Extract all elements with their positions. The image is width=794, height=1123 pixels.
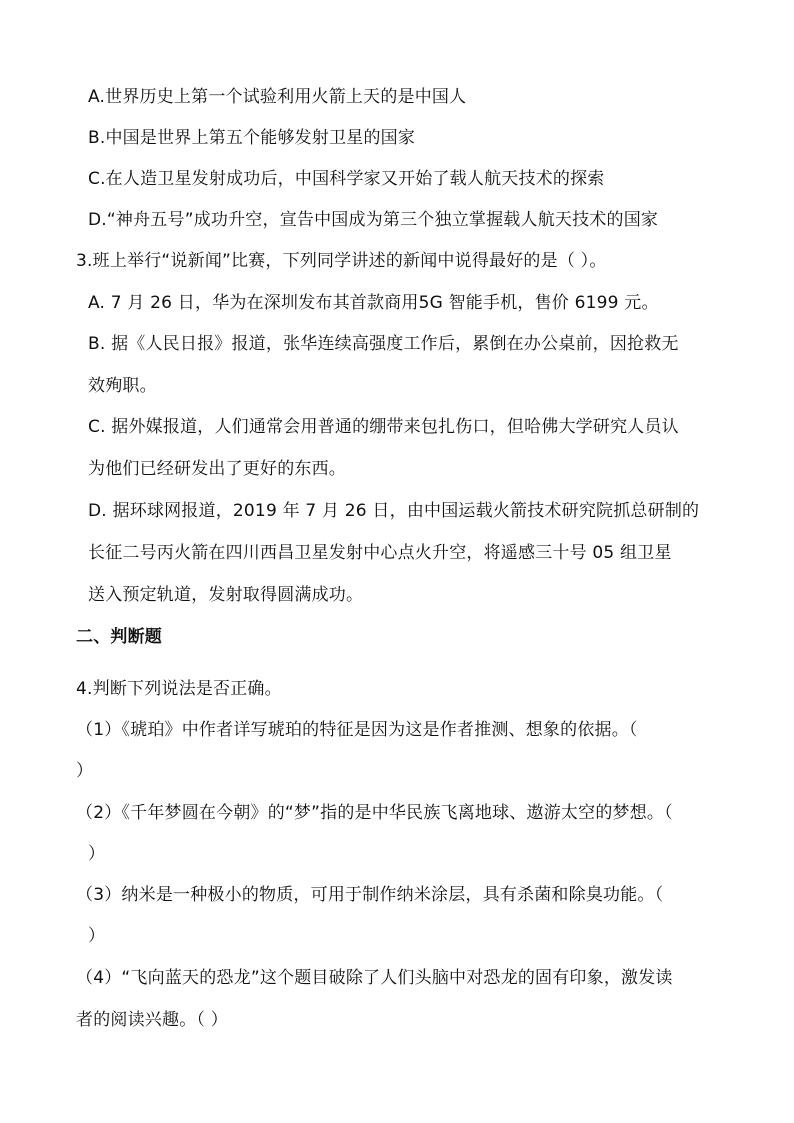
option-q3-c-line-1: C. 据外媒报道，人们通常会用普通的绷带来包扎伤口，但哈佛大学研究人员认 [88,417,679,437]
statement-4-4: （4）“飞向蓝天的恐龙”这个题目破除了人们头脑中对恐龙的固有印象，激发读 [76,968,673,988]
option-q2-d: D.“神舟五号”成功升空，宣告中国成为第三个独立掌握载人航天技术的国家 [88,210,659,230]
option-q2-c: C.在人造卫星发射成功后，中国科学家又开始了载人航天技术的探索 [88,169,605,189]
option-q2-b: B.中国是世界上第五个能够发射卫星的国家 [88,128,416,148]
question-4-stem: 4.判断下列说法是否正确。 [76,679,282,699]
statement-4-3-blank: ） [88,926,106,946]
option-q3-d-line-1: D. 据环球网报道，2019 年 7 月 26 日，由中国运载火箭技术研究院抓总研制的 [88,501,700,521]
option-q3-d-line-3: 送入预定轨道，发射取得圆满成功。 [88,585,364,605]
option-q2-a: A.世界历史上第一个试验利用火箭上天的是中国人 [88,87,467,107]
option-q3-b-line-1: B. 据《人民日报》报道，张华连续高强度工作后，累倒在办公桌前，因抢救无 [88,334,679,354]
option-q3-c-line-2: 为他们已经研发出了更好的东西。 [88,459,346,479]
statement-4-2-blank: ） [88,844,106,864]
option-q3-d-line-2: 长征二号丙火箭在四川西昌卫星发射中心点火升空，将遥感三十号 05 组卫星 [88,543,672,563]
option-q3-b-line-2: 效殉职。 [88,376,157,396]
statement-4-4-continuation: 者的阅读兴趣。（ ） [76,1010,228,1030]
statement-4-1: （1）《琥珀》中作者详写琥珀的特征是因为这是作者推测、想象的依据。（ [76,720,638,740]
statement-4-1-blank: ） [76,761,94,781]
statement-4-3: （3）纳米是一种极小的物质，可用于制作纳米涂层，具有杀菌和除臭功能。（ [76,885,664,905]
section-heading-judgement: 二、判断题 [76,627,162,647]
option-q3-a: A. 7 月 26 日，华为在深圳发布其首款商用5G 智能手机，售价 6199 元。 [88,293,659,313]
statement-4-2: （2）《千年梦圆在今朝》的“梦”指的是中华民族飞离地球、遨游太空的梦想。（ [76,803,673,823]
question-3-stem: 3.班上举行“说新闻”比赛，下列同学讲述的新闻中说得最好的是（ ）。 [76,251,607,271]
